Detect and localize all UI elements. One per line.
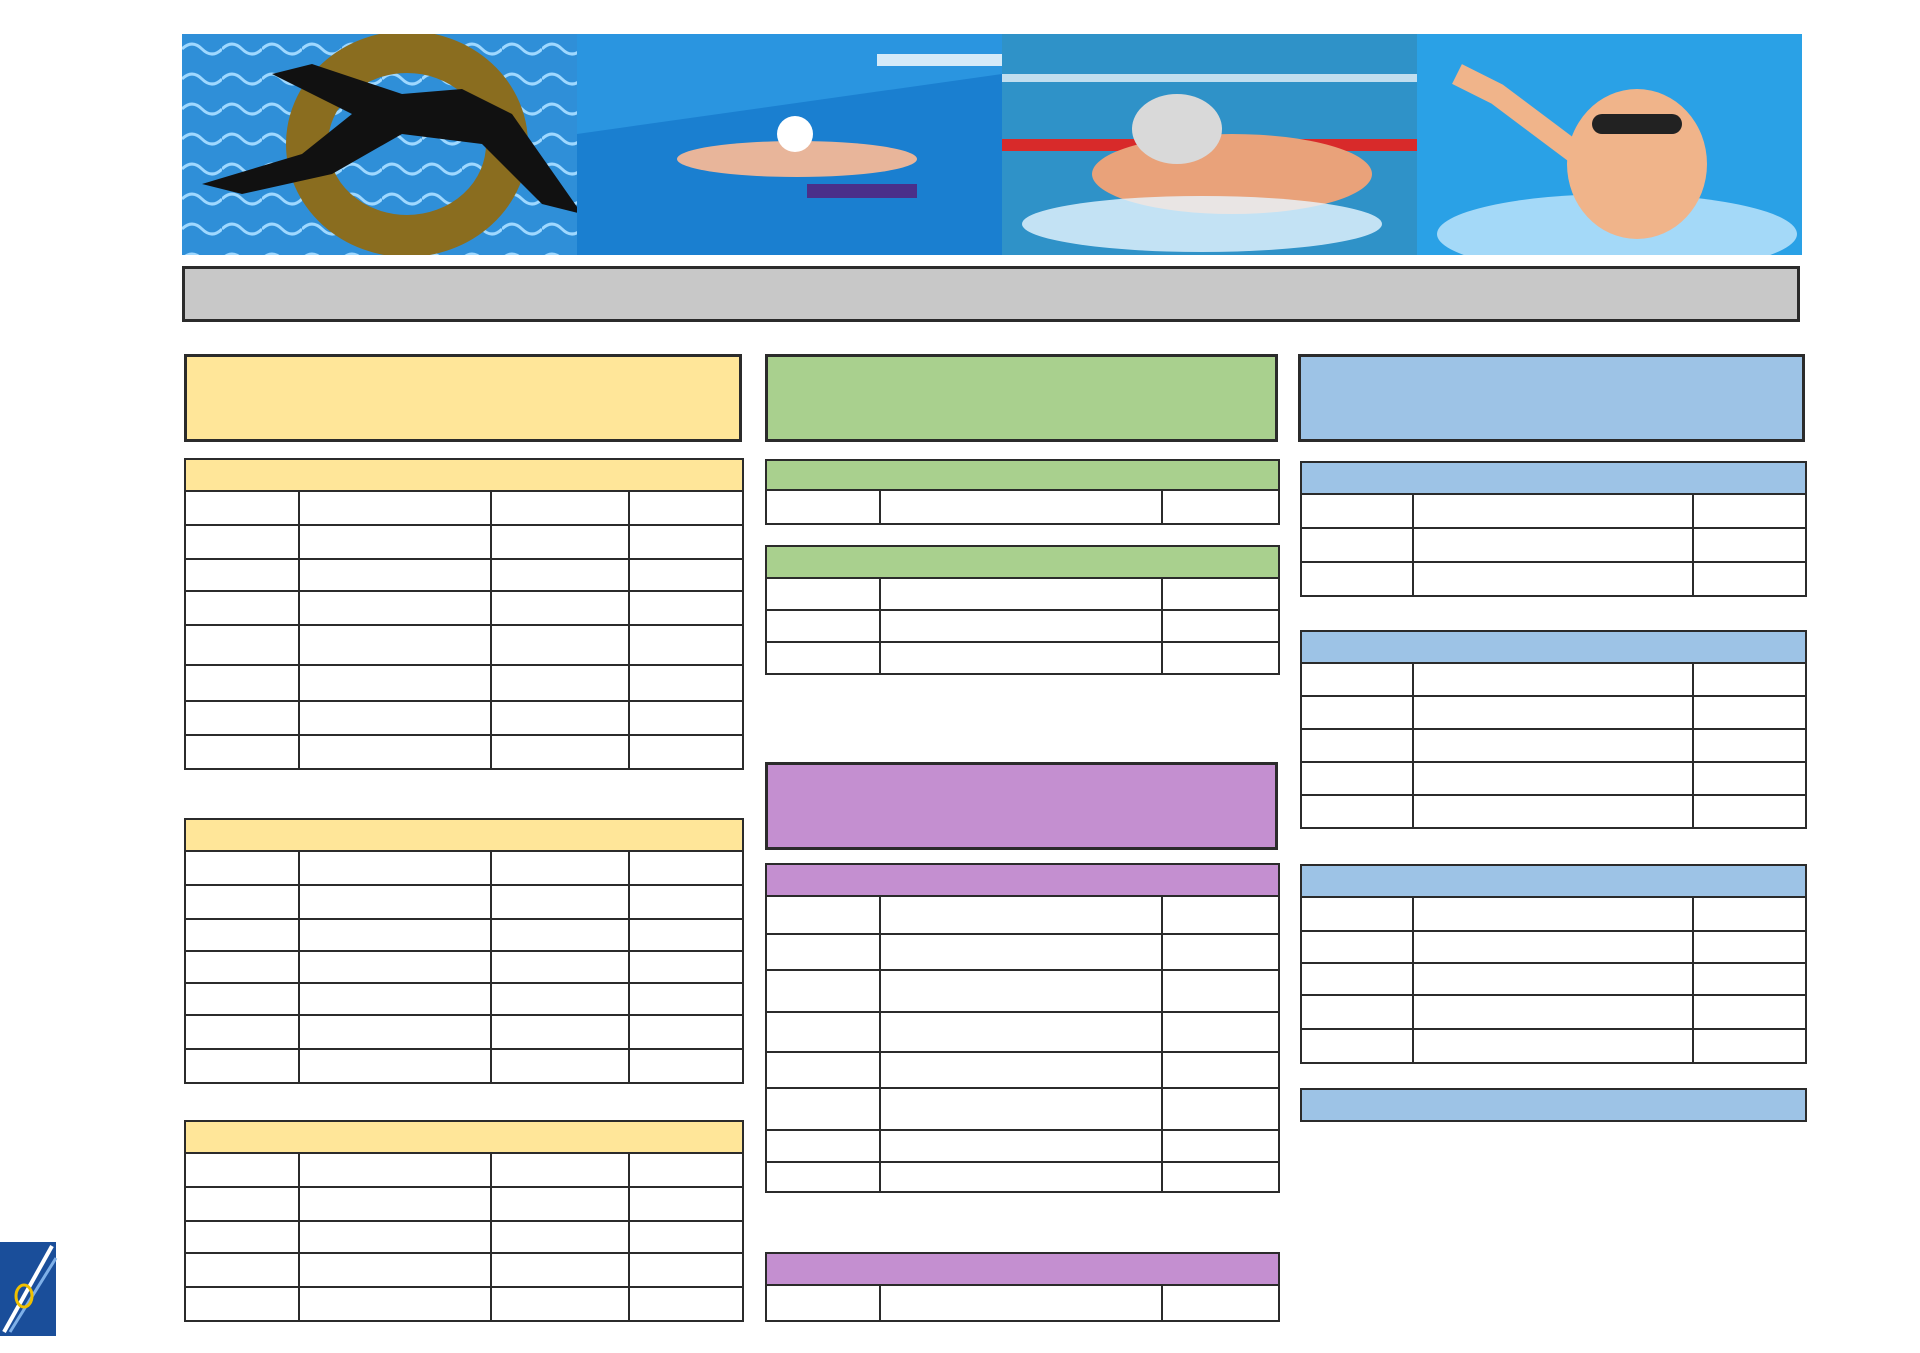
- day-cell: [1301, 795, 1413, 828]
- day-cell: [185, 1253, 299, 1287]
- pool-cell: [1693, 528, 1806, 562]
- table-row: [185, 1153, 743, 1187]
- day-cell: [185, 1153, 299, 1187]
- pool-cell: [629, 525, 743, 559]
- time-cell: [880, 578, 1162, 610]
- time-cell: [299, 625, 491, 665]
- table-row: [185, 665, 743, 701]
- day-cell: [1301, 663, 1413, 696]
- time-cell: [880, 934, 1162, 970]
- pool-cell: [629, 1253, 743, 1287]
- table-row: [1301, 562, 1806, 596]
- table-header: [1301, 462, 1806, 494]
- table-sections-sportives: [1300, 1088, 1807, 1122]
- table-row: [185, 525, 743, 559]
- child-swimmer-photo: [1417, 34, 1802, 255]
- time-cell: [299, 1049, 491, 1083]
- time-cell: [299, 851, 491, 885]
- group-cell: [491, 701, 629, 735]
- time-cell: [880, 490, 1162, 524]
- day-cell: [185, 885, 299, 919]
- table-row: [1301, 494, 1806, 528]
- time-cell: [1413, 494, 1693, 528]
- day-cell: [185, 951, 299, 983]
- table-row: [185, 1221, 743, 1253]
- table-header: [766, 864, 1279, 896]
- pool-cell: [1693, 729, 1806, 762]
- table-row: [1301, 963, 1806, 995]
- table-row: [185, 851, 743, 885]
- table-header: [185, 819, 743, 851]
- time-cell: [299, 885, 491, 919]
- orleans-mairie-logo: [0, 1236, 175, 1344]
- table-header: [185, 1121, 743, 1153]
- section-perf-header: [765, 762, 1278, 850]
- day-cell: [1301, 1029, 1413, 1063]
- day-cell: [185, 591, 299, 625]
- group-cell: [491, 1221, 629, 1253]
- pool-cell: [629, 951, 743, 983]
- title-bar: [182, 266, 1800, 322]
- pool-cell: [1162, 578, 1279, 610]
- table-row: [766, 1162, 1279, 1192]
- table-header: [1301, 631, 1806, 663]
- table-ados-loisirs: [765, 545, 1280, 675]
- pool-cell: [629, 1049, 743, 1083]
- table-row: [766, 1012, 1279, 1052]
- table-row: [1301, 528, 1806, 562]
- time-cell: [1413, 1029, 1693, 1063]
- day-cell: [766, 490, 880, 524]
- pool-cell: [629, 919, 743, 951]
- day-cell: [766, 1052, 880, 1088]
- day-cell: [185, 701, 299, 735]
- day-cell: [185, 665, 299, 701]
- pool-cell: [1162, 1285, 1279, 1321]
- day-cell: [766, 1088, 880, 1130]
- table-row: [766, 642, 1279, 674]
- group-cell: [491, 735, 629, 769]
- table-header: [766, 1253, 1279, 1285]
- time-cell: [880, 1162, 1162, 1192]
- section-competition-header: [1298, 354, 1805, 442]
- time-cell: [880, 896, 1162, 934]
- time-cell: [1413, 931, 1693, 963]
- day-cell: [766, 578, 880, 610]
- day-cell: [1301, 963, 1413, 995]
- day-cell: [185, 919, 299, 951]
- table-row: [185, 701, 743, 735]
- group-cell: [491, 625, 629, 665]
- table-row: [1301, 729, 1806, 762]
- time-cell: [1413, 729, 1693, 762]
- time-cell: [299, 1253, 491, 1287]
- pool-cell: [1162, 610, 1279, 642]
- table-row: [1301, 1029, 1806, 1063]
- pool-cell: [629, 1287, 743, 1321]
- pool-cell: [629, 983, 743, 1015]
- pool-cell: [629, 1221, 743, 1253]
- group-cell: [491, 1153, 629, 1187]
- time-cell: [299, 1187, 491, 1221]
- pool-cell: [1162, 970, 1279, 1012]
- pool-cell: [1693, 795, 1806, 828]
- group-cell: [491, 1187, 629, 1221]
- table-row: [185, 885, 743, 919]
- group-cell: [491, 559, 629, 591]
- table-jeunes-avenirs: [1300, 461, 1807, 597]
- pool-cell: [1693, 663, 1806, 696]
- day-cell: [766, 610, 880, 642]
- day-cell: [1301, 528, 1413, 562]
- pool-cell: [1162, 1012, 1279, 1052]
- table-row: [185, 735, 743, 769]
- pool-cell: [629, 885, 743, 919]
- time-cell: [299, 1287, 491, 1321]
- table-header: [1301, 1089, 1806, 1121]
- time-cell: [1413, 528, 1693, 562]
- pool-cell: [629, 625, 743, 665]
- time-cell: [299, 559, 491, 591]
- table-row: [185, 559, 743, 591]
- day-cell: [185, 625, 299, 665]
- table-row: [185, 1287, 743, 1321]
- group-cell: [491, 1287, 629, 1321]
- group-cell: [491, 951, 629, 983]
- table-row: [1301, 795, 1806, 828]
- day-cell: [1301, 897, 1413, 931]
- day-cell: [1301, 696, 1413, 729]
- table-row: [766, 490, 1279, 524]
- day-cell: [1301, 762, 1413, 795]
- group-cell: [491, 919, 629, 951]
- pool-cell: [1162, 1088, 1279, 1130]
- day-cell: [185, 559, 299, 591]
- pool-cell: [629, 591, 743, 625]
- time-cell: [299, 701, 491, 735]
- table-row: [766, 578, 1279, 610]
- pool-cell: [1162, 934, 1279, 970]
- day-cell: [766, 970, 880, 1012]
- pool-cell: [629, 559, 743, 591]
- time-cell: [1413, 696, 1693, 729]
- pool-cell: [1162, 896, 1279, 934]
- time-cell: [299, 1153, 491, 1187]
- day-cell: [766, 1012, 880, 1052]
- table-masters: [1300, 864, 1807, 1064]
- table-oiri: [184, 458, 744, 770]
- day-cell: [1301, 729, 1413, 762]
- table-row: [185, 1049, 743, 1083]
- time-cell: [299, 983, 491, 1015]
- pool-cell: [1162, 490, 1279, 524]
- day-cell: [1301, 995, 1413, 1029]
- group-cell: [491, 665, 629, 701]
- pool-cell: [629, 851, 743, 885]
- pool-cell: [1162, 1130, 1279, 1162]
- header-banner: [182, 0, 1802, 255]
- table-raira: [184, 1120, 744, 1322]
- day-cell: [185, 1015, 299, 1049]
- pool-cell: [629, 665, 743, 701]
- table-triathlete: [765, 1252, 1280, 1322]
- pool-cell: [1693, 931, 1806, 963]
- day-cell: [185, 525, 299, 559]
- pool-cell: [629, 701, 743, 735]
- time-cell: [1413, 562, 1693, 596]
- table-debutants: [765, 459, 1280, 525]
- table-header: [766, 460, 1279, 490]
- swimmer-kickboard-photo: [577, 34, 1002, 255]
- pool-cell: [1693, 494, 1806, 528]
- pool-cell: [1693, 562, 1806, 596]
- time-cell: [299, 919, 491, 951]
- day-cell: [185, 983, 299, 1015]
- table-marara: [184, 818, 744, 1084]
- table-row: [1301, 931, 1806, 963]
- table-row: [185, 1015, 743, 1049]
- time-cell: [299, 591, 491, 625]
- table-row: [185, 491, 743, 525]
- pool-cell: [1693, 1029, 1806, 1063]
- table-row: [1301, 897, 1806, 931]
- table-row: [185, 983, 743, 1015]
- day-cell: [766, 1162, 880, 1192]
- table-row: [185, 1253, 743, 1287]
- day-cell: [766, 934, 880, 970]
- table-row: [185, 625, 743, 665]
- time-cell: [299, 525, 491, 559]
- time-cell: [1413, 897, 1693, 931]
- table-row: [766, 934, 1279, 970]
- section-loisirs-header: [765, 354, 1278, 442]
- time-cell: [299, 665, 491, 701]
- pool-cell: [629, 735, 743, 769]
- table-row: [1301, 762, 1806, 795]
- pool-cell: [1693, 995, 1806, 1029]
- group-cell: [491, 885, 629, 919]
- table-groupe-objectif: [1300, 630, 1807, 829]
- pool-cell: [1162, 1162, 1279, 1192]
- time-cell: [880, 1088, 1162, 1130]
- time-cell: [299, 951, 491, 983]
- section-ecole-header: [184, 354, 742, 442]
- day-cell: [1301, 494, 1413, 528]
- pool-cell: [1693, 897, 1806, 931]
- table-row: [766, 970, 1279, 1012]
- day-cell: [766, 1285, 880, 1321]
- time-cell: [1413, 795, 1693, 828]
- table-row: [766, 1052, 1279, 1088]
- table-row: [766, 610, 1279, 642]
- day-cell: [185, 1049, 299, 1083]
- pool-cell: [629, 1015, 743, 1049]
- pool-logo-photo: [182, 34, 577, 255]
- table-row: [1301, 696, 1806, 729]
- group-cell: [491, 851, 629, 885]
- table-row: [185, 1187, 743, 1221]
- group-cell: [491, 525, 629, 559]
- time-cell: [299, 1221, 491, 1253]
- day-cell: [1301, 562, 1413, 596]
- time-cell: [299, 491, 491, 525]
- group-cell: [491, 983, 629, 1015]
- table-row: [766, 1285, 1279, 1321]
- time-cell: [1413, 762, 1693, 795]
- group-cell: [491, 491, 629, 525]
- day-cell: [185, 1187, 299, 1221]
- time-cell: [880, 610, 1162, 642]
- group-cell: [491, 1049, 629, 1083]
- time-cell: [880, 642, 1162, 674]
- time-cell: [880, 1052, 1162, 1088]
- day-cell: [1301, 931, 1413, 963]
- pool-cell: [1162, 642, 1279, 674]
- time-cell: [880, 1130, 1162, 1162]
- pool-cell: [1693, 696, 1806, 729]
- group-cell: [491, 1253, 629, 1287]
- day-cell: [185, 1221, 299, 1253]
- day-cell: [185, 735, 299, 769]
- table-row: [185, 919, 743, 951]
- time-cell: [880, 1285, 1162, 1321]
- table-row: [766, 1088, 1279, 1130]
- pool-cell: [1162, 1052, 1279, 1088]
- day-cell: [766, 896, 880, 934]
- table-row: [1301, 663, 1806, 696]
- time-cell: [299, 1015, 491, 1049]
- time-cell: [1413, 963, 1693, 995]
- pool-cell: [1693, 963, 1806, 995]
- time-cell: [880, 1012, 1162, 1052]
- group-cell: [491, 591, 629, 625]
- pool-cell: [629, 1187, 743, 1221]
- table-row: [766, 1130, 1279, 1162]
- day-cell: [185, 1287, 299, 1321]
- time-cell: [880, 970, 1162, 1012]
- group-cell: [491, 1015, 629, 1049]
- table-row: [766, 896, 1279, 934]
- time-cell: [1413, 995, 1693, 1029]
- day-cell: [185, 851, 299, 885]
- table-row: [185, 591, 743, 625]
- table-row: [185, 951, 743, 983]
- time-cell: [1413, 663, 1693, 696]
- table-header: [185, 459, 743, 491]
- swimmer-butterfly-photo: [1002, 34, 1417, 255]
- table-ados-perf: [765, 863, 1280, 1193]
- table-header: [766, 546, 1279, 578]
- table-row: [1301, 995, 1806, 1029]
- pool-cell: [1693, 762, 1806, 795]
- day-cell: [185, 491, 299, 525]
- day-cell: [766, 642, 880, 674]
- pool-cell: [629, 491, 743, 525]
- pool-cell: [629, 1153, 743, 1187]
- time-cell: [299, 735, 491, 769]
- day-cell: [766, 1130, 880, 1162]
- orleans-emblem-icon: [0, 1236, 60, 1336]
- table-header: [1301, 865, 1806, 897]
